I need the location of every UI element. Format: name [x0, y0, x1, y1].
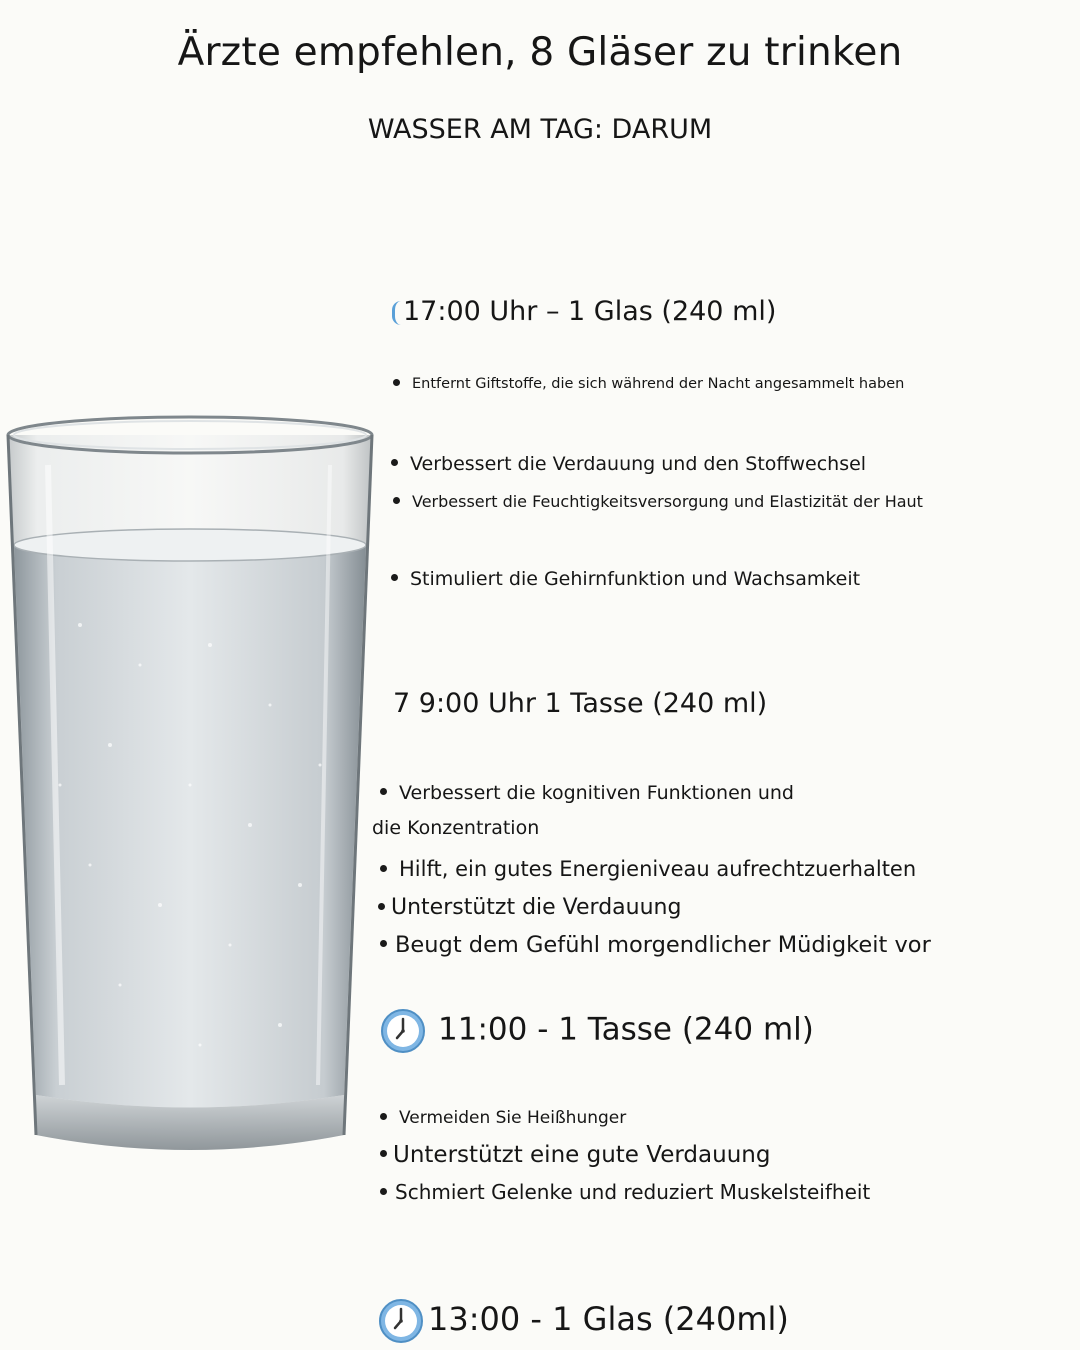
- bullet-icon: [380, 940, 387, 947]
- section-heading-1700: 17:00 Uhr – 1 Glas (240 ml): [392, 296, 776, 327]
- list-item: Unterstützt eine gute Verdauung: [380, 1142, 770, 1168]
- list-item: Verbessert die Feuchtigkeitsversorgung und Elastizität der Haut: [393, 492, 923, 511]
- bullet-icon: [380, 1150, 387, 1157]
- list-item: Entfernt Giftstoffe, die sich während der Nacht angesammelt haben: [393, 376, 904, 392]
- bullet-icon: [380, 1113, 387, 1120]
- page-title: Ärzte empfehlen, 8 Gläser zu trinken: [177, 30, 903, 75]
- list-item: Verbessert die kognitiven Funktionen und: [380, 782, 794, 804]
- bullet-icon: [391, 574, 398, 581]
- section-heading-0900: 7 9:00 Uhr 1 Tasse (240 ml): [393, 688, 768, 719]
- bullet-icon: [393, 497, 400, 504]
- clock-icon: [378, 1298, 424, 1344]
- page-subtitle: WASSER AM TAG: DARUM: [367, 114, 713, 145]
- list-item: Schmiert Gelenke und reduziert Muskelsteifheit: [380, 1180, 870, 1204]
- clock-icon: [380, 1008, 426, 1054]
- bullet-icon: [391, 459, 398, 466]
- bullet-icon: [380, 1188, 387, 1195]
- section-heading-1300: 13:00 - 1 Glas (240ml): [378, 1298, 789, 1344]
- water-glass-illustration: [0, 405, 380, 1185]
- list-item: Stimuliert die Gehirnfunktion und Wachsamkeit: [391, 568, 860, 590]
- bullet-icon: [393, 379, 400, 386]
- list-item: Verbessert die Verdauung und den Stoffwechsel: [391, 453, 866, 475]
- list-item: Vermeiden Sie Heißhunger: [380, 1108, 626, 1128]
- partial-clock-icon: [392, 301, 401, 325]
- bullet-icon: [380, 788, 387, 795]
- list-item: Hilft, ein gutes Energieniveau aufrechtzuerhalten: [380, 857, 916, 881]
- bullet-icon: [378, 903, 385, 910]
- list-item: Beugt dem Gefühl morgendlicher Müdigkeit vor: [380, 932, 931, 958]
- list-item: Unterstützt die Verdauung: [378, 895, 681, 920]
- bullet-icon: [380, 865, 387, 872]
- section-heading-1100: 11:00 - 1 Tasse (240 ml): [380, 1008, 814, 1054]
- list-item-continuation: die Konzentration: [372, 817, 540, 839]
